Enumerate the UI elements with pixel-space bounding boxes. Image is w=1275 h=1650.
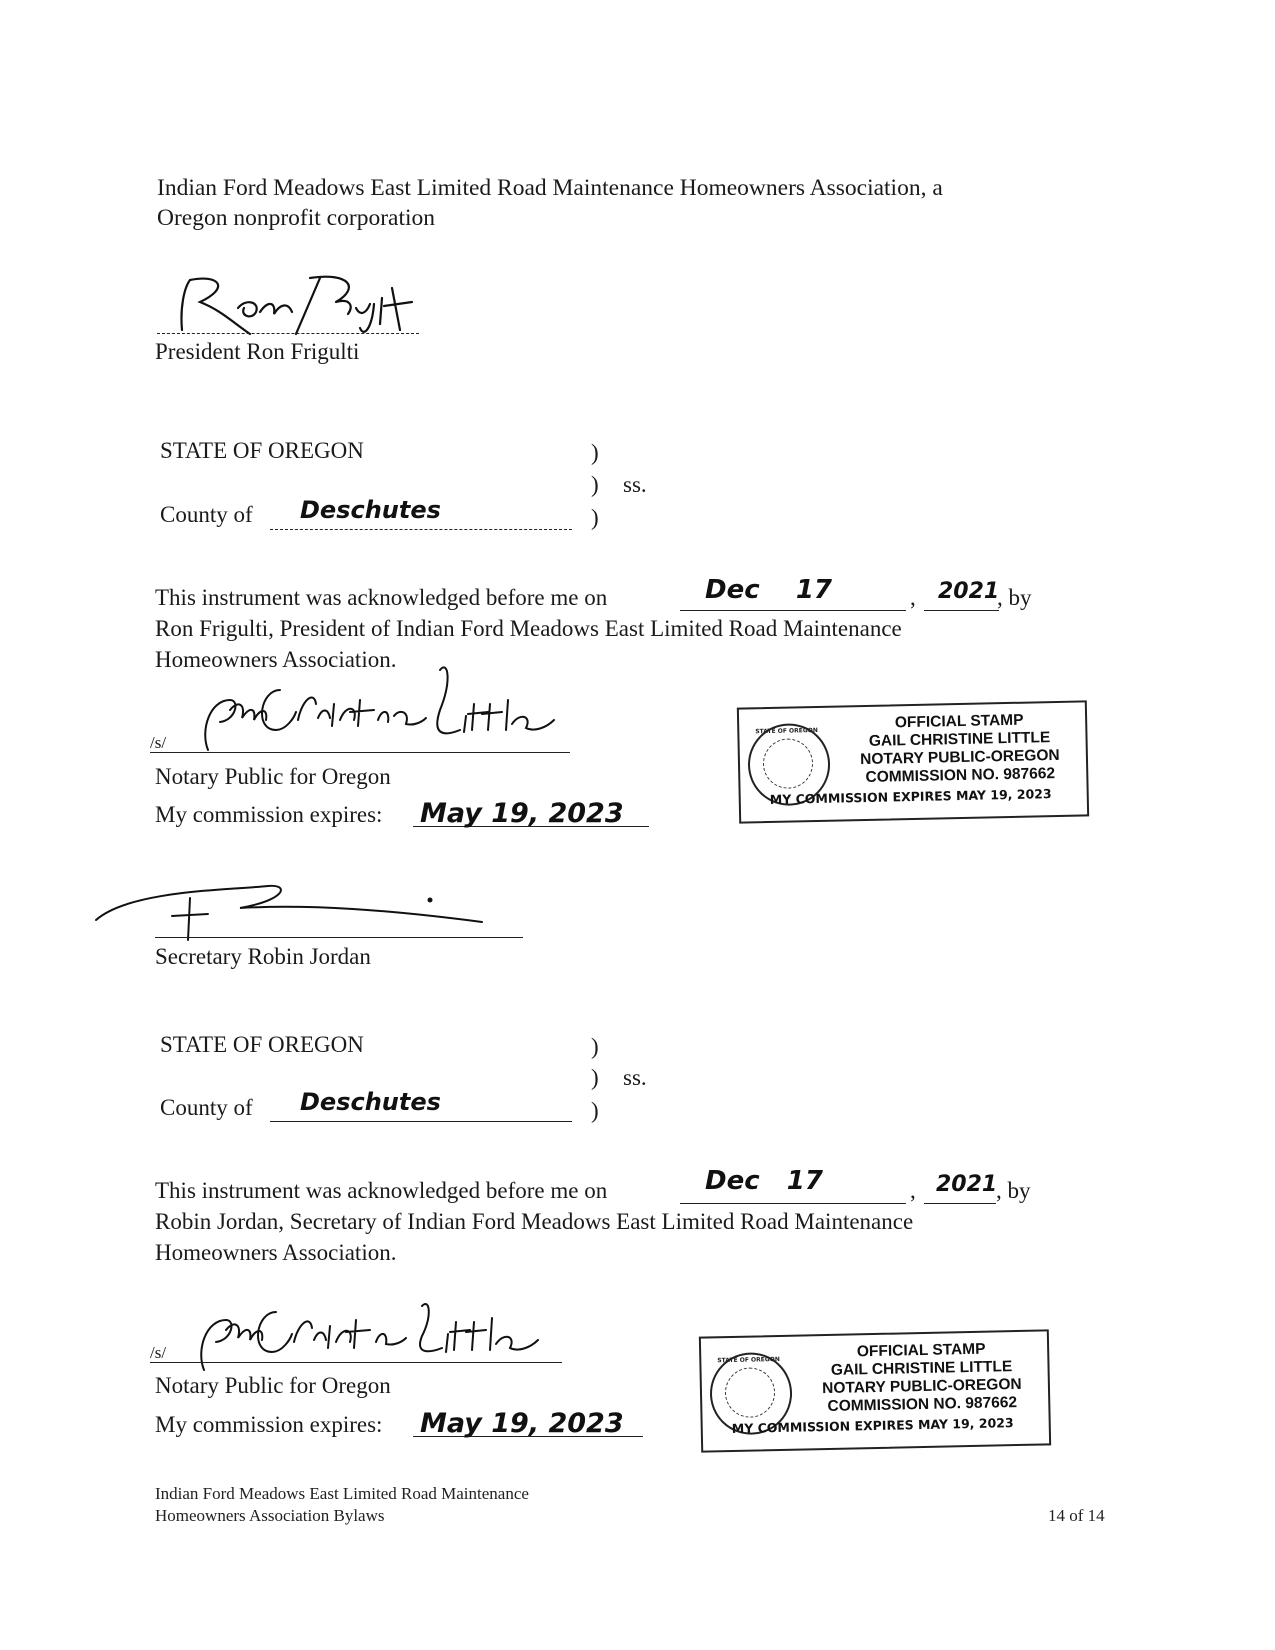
venue-paren-2c: ) <box>591 1098 599 1123</box>
stamp-line-5: MY COMMISSION EXPIRES MAY 19, 2023 <box>769 786 1052 808</box>
notary-label-2: Notary Public for Oregon <box>155 1373 391 1398</box>
venue-ss-2: ss. <box>623 1065 647 1090</box>
ack-year-1: 2021 <box>938 579 1000 604</box>
ack-date-2: Dec 17 <box>705 1166 823 1196</box>
ack-comma-2: , <box>910 1178 916 1203</box>
expires-value-1: May 19, 2023 <box>420 798 624 829</box>
county-line-2 <box>270 1121 572 1122</box>
venue-ss-1: ss. <box>623 472 647 497</box>
stamp-line-3: NOTARY PUBLIC-OREGON <box>860 746 1060 769</box>
stamp-line-3: NOTARY PUBLIC-OREGON <box>822 1375 1022 1398</box>
venue-paren-1b: ) <box>591 472 599 497</box>
ack-year-2: 2021 <box>936 1172 998 1197</box>
page-number: 14 of 14 <box>1048 1506 1105 1525</box>
venue-state-2: STATE OF OREGON <box>160 1032 364 1057</box>
ack-suffix-1: , by <box>997 585 1032 610</box>
footer-line-1: Indian Ford Meadows East Limited Road Maintenance <box>155 1484 529 1503</box>
heading-line-1: Indian Ford Meadows East Limited Road Maintenance Homeowners Association, a <box>157 175 943 201</box>
county-label-2: County of <box>160 1095 253 1120</box>
secretary-signature <box>90 880 510 940</box>
stamp-line-5: MY COMMISSION EXPIRES MAY 19, 2023 <box>731 1415 1014 1437</box>
ack-prefix-1: This instrument was acknowledged before me on <box>155 585 608 610</box>
expires-label-2: My commission expires: <box>155 1412 383 1437</box>
notary-sig-prefix-1: /s/ <box>150 733 167 752</box>
ack-suffix-2: , by <box>996 1178 1031 1203</box>
stamp-line-2: GAIL CHRISTINE LITTLE <box>868 729 1051 750</box>
venue-paren-1c: ) <box>591 505 599 530</box>
ack-line3-1: Homeowners Association. <box>155 647 397 672</box>
venue-state-1: STATE OF OREGON <box>160 438 364 463</box>
notary-sig-prefix-2: /s/ <box>150 1343 167 1362</box>
expires-label-1: My commission expires: <box>155 802 383 827</box>
stamp-line-1: OFFICIAL STAMP <box>894 711 1024 732</box>
county-label-1: County of <box>160 502 253 527</box>
stamp-line-4: COMMISSION NO. 987662 <box>865 765 1056 786</box>
notary-signature-2 <box>190 1300 570 1380</box>
expires-value-2: May 19, 2023 <box>420 1408 624 1439</box>
president-signature <box>160 268 430 348</box>
heading-line-2: Oregon nonprofit corporation <box>157 205 436 231</box>
notary-sig-line-2 <box>150 1362 562 1363</box>
footer-line-2: Homeowners Association Bylaws <box>155 1506 385 1525</box>
president-signature-line <box>157 333 419 334</box>
footer-title <box>155 1483 529 1527</box>
ack-line2-1: Ron Frigulti, President of Indian Ford Meadows East Limited Road Maintenance <box>155 616 902 641</box>
venue-paren-1a: ) <box>591 440 599 465</box>
ack-prefix-2: This instrument was acknowledged before me on <box>155 1178 608 1203</box>
venue-paren-2b: ) <box>591 1065 599 1090</box>
ack-comma-1: , <box>910 585 916 610</box>
ack-date-line-1 <box>680 610 906 611</box>
seal-text: STATE OF OREGON <box>717 1355 780 1365</box>
ack-line3-2: Homeowners Association. <box>155 1240 397 1265</box>
secretary-signature-label: Secretary Robin Jordan <box>155 944 371 969</box>
notary-label-1: Notary Public for Oregon <box>155 764 391 789</box>
notary-stamp-2 <box>699 1329 1051 1452</box>
ack-date-1: Dec 17 <box>705 575 833 605</box>
notary-sig-line-1 <box>150 752 570 753</box>
stamp-line-2: GAIL CHRISTINE LITTLE <box>830 1358 1013 1379</box>
secretary-signature-line <box>155 937 523 938</box>
county-line-1 <box>270 529 572 530</box>
ack-date-line-2 <box>680 1203 906 1204</box>
ack-year-line-1 <box>924 610 999 611</box>
president-signature-label: President Ron Frigulti <box>155 339 360 364</box>
seal-text: STATE OF OREGON <box>755 726 818 736</box>
notary-stamp-1 <box>737 700 1089 823</box>
county-value-2: Deschutes <box>300 1088 441 1116</box>
corporation-heading <box>157 173 1117 233</box>
ack-line2-2: Robin Jordan, Secretary of Indian Ford Meadows East Limited Road Maintenance <box>155 1209 914 1234</box>
county-value-1: Deschutes <box>300 496 441 524</box>
stamp-line-4: COMMISSION NO. 987662 <box>827 1394 1018 1415</box>
venue-paren-2a: ) <box>591 1034 599 1059</box>
notary-signature-1 <box>190 660 590 770</box>
stamp-line-1: OFFICIAL STAMP <box>856 1340 986 1361</box>
ack-year-line-2 <box>924 1203 996 1204</box>
